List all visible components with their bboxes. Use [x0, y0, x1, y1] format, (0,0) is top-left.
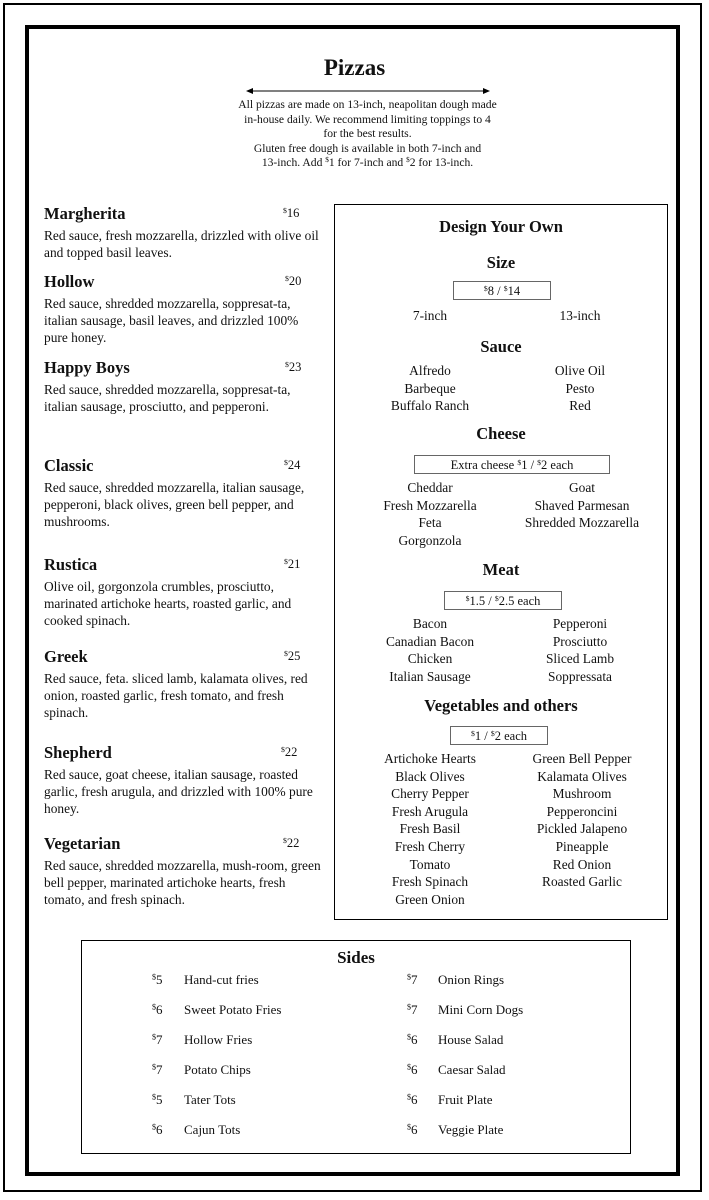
- option-item: Cheddar: [407, 480, 453, 495]
- option-item: Alfredo: [409, 363, 451, 378]
- sauce-options-left: [367, 362, 493, 415]
- sides-panel: [81, 940, 631, 1154]
- currency-symbol: $: [407, 1122, 412, 1132]
- option-item: Fresh Spinach: [391, 874, 469, 890]
- intro-text: [180, 98, 555, 171]
- pizza-name: Margherita: [44, 204, 126, 223]
- side-item-name: Tater Tots: [184, 1092, 236, 1107]
- option-item: 13-inch: [559, 308, 601, 323]
- price-value: 2: [494, 729, 501, 743]
- currency-symbol: $: [285, 273, 289, 283]
- option-item: Canadian Bacon: [385, 633, 475, 649]
- currency-symbol: $: [284, 457, 288, 467]
- option-item: Green Onion: [395, 891, 465, 907]
- pizza-name: Happy Boys: [44, 358, 130, 377]
- side-item-name: Mini Corn Dogs: [438, 1002, 524, 1017]
- currency-symbol: $: [483, 283, 488, 293]
- cheese-options-right: [507, 479, 657, 532]
- side-price: [152, 1092, 163, 1108]
- currency-symbol: $: [537, 457, 542, 467]
- option-item: Pepperoncini: [546, 803, 618, 819]
- intro-line: [180, 156, 555, 171]
- price-value: 7: [411, 972, 418, 987]
- price-value: 7: [411, 1002, 418, 1017]
- cheese-options-left: [365, 479, 495, 549]
- vegetables-options-left: [365, 750, 495, 908]
- option-item: Soppressata: [548, 668, 612, 684]
- pizza-description: Red sauce, fresh mozzarella, drizzled with olive oil and topped basil leaves.: [44, 228, 319, 260]
- side-price: [152, 1002, 163, 1018]
- option-item: Olive Oil: [554, 363, 606, 378]
- meat-heading: Meat: [482, 560, 520, 579]
- pizza-item: [44, 204, 324, 261]
- option-item: Artichoke Hearts: [384, 751, 476, 766]
- option-item: Barbeque: [404, 380, 456, 396]
- sauce-heading: Sauce: [480, 337, 522, 356]
- option-item: Goat: [568, 480, 596, 495]
- vegetables-heading: Vegetables and others: [424, 696, 578, 715]
- pizza-price: [283, 206, 299, 221]
- currency-symbol: $: [285, 359, 289, 369]
- option-item: Fresh Basil: [399, 821, 461, 837]
- currency-symbol: $: [503, 283, 508, 293]
- side-price: [152, 972, 163, 988]
- side-item-name: House Salad: [438, 1032, 504, 1047]
- vegetables-options-right: [507, 750, 657, 891]
- price-separator: /: [485, 594, 495, 608]
- price-value: 2.5: [498, 594, 515, 608]
- side-item-name: Cajun Tots: [184, 1122, 241, 1137]
- option-item: Red Onion: [552, 856, 612, 872]
- cheese-heading: Cheese: [476, 424, 526, 443]
- double-arrow-icon: [246, 88, 490, 94]
- pizza-name: Classic: [44, 456, 94, 475]
- side-item-name: Potato Chips: [184, 1062, 251, 1077]
- pizza-price: [285, 274, 301, 289]
- pizza-description: Red sauce, shredded mozzarella, soppresat-ta, italian sausage, prosciutto, and pepperoni.: [44, 382, 291, 414]
- pizza-description: Red sauce, shredded mozzarella, soppresat-ta, italian sausage, basil leaves, and drizzled 100% pure honey.: [44, 296, 299, 345]
- currency-symbol: $: [152, 972, 157, 982]
- side-item-name: Onion Rings: [438, 972, 505, 987]
- currency-symbol: $: [517, 457, 522, 467]
- price-label: each: [547, 458, 574, 472]
- side-price: [407, 1092, 418, 1108]
- currency-symbol: $: [406, 156, 410, 165]
- currency-symbol: $: [284, 648, 288, 658]
- price-value: 6: [156, 1122, 163, 1137]
- pizza-item: [44, 272, 324, 346]
- price-value: 23: [288, 360, 302, 374]
- price-value: 7: [156, 1032, 163, 1047]
- option-item: Chicken: [407, 651, 453, 667]
- side-item-name: Veggie Plate: [438, 1122, 504, 1137]
- page-title: Pizzas: [323, 55, 386, 80]
- pizza-description: Red sauce, shredded mozzarella, mush-room, green bell pepper, marinated artichoke hearts, fresh tomato, and fresh spinach.: [44, 858, 321, 907]
- price-value: 25: [287, 649, 301, 663]
- option-item: Roasted Garlic: [542, 874, 622, 890]
- price-value: 7: [156, 1062, 163, 1077]
- intro-line: All pizzas are made on 13-inch, neapolitan dough made: [238, 98, 497, 111]
- price-value: 24: [287, 458, 301, 472]
- option-item: Green Bell Pepper: [532, 751, 632, 766]
- side-price: [407, 1002, 418, 1018]
- price-value: 6: [156, 1002, 163, 1017]
- currency-symbol: $: [283, 205, 287, 215]
- option-item: Prosciutto: [552, 633, 608, 649]
- pizza-item: [44, 834, 324, 908]
- intro-line: for the best results.: [323, 127, 412, 140]
- sides-title: Sides: [337, 948, 375, 967]
- pizza-price: [281, 745, 297, 760]
- currency-symbol: $: [152, 1062, 157, 1072]
- price-value: 16: [286, 206, 300, 220]
- intro-text-segment: 13-inch. Add: [261, 156, 326, 169]
- side-item-name: Hand-cut fries: [184, 972, 259, 987]
- pizza-item: [44, 743, 324, 817]
- option-item: Gorgonzola: [398, 532, 462, 548]
- pizza-price: [284, 557, 300, 572]
- price-separator: /: [494, 284, 504, 298]
- currency-symbol: $: [152, 1002, 157, 1012]
- side-item-name: Hollow Fries: [184, 1032, 253, 1047]
- price-value: 21: [287, 557, 301, 571]
- currency-symbol: $: [465, 593, 470, 603]
- meat-options-right: [521, 615, 639, 685]
- price-value: 20: [288, 274, 302, 288]
- side-price: [407, 1122, 418, 1138]
- currency-symbol: $: [152, 1092, 157, 1102]
- currency-symbol: $: [407, 972, 412, 982]
- currency-symbol: $: [152, 1122, 157, 1132]
- pizza-name: Rustica: [44, 555, 98, 574]
- size-options-right: [521, 307, 639, 325]
- option-item: Shaved Parmesan: [534, 497, 630, 513]
- pizza-description: Red sauce, shredded mozzarella, italian sausage, pepperoni, black olives, green bell pepper, and mushrooms.: [44, 480, 305, 529]
- meat-price-box: [444, 591, 562, 610]
- option-item: Fresh Arugula: [391, 803, 469, 819]
- currency-symbol: $: [407, 1032, 412, 1042]
- side-price: [152, 1032, 163, 1048]
- option-item: Mushroom: [552, 786, 612, 802]
- pizza-description: Red sauce, feta. sliced lamb, kalamata olives, red onion, roasted garlic, fresh tomato, and fresh spinach.: [44, 671, 308, 720]
- option-item: Fresh Mozzarella: [383, 497, 477, 513]
- side-item-name: Caesar Salad: [438, 1062, 506, 1077]
- currency-symbol: $: [494, 593, 499, 603]
- pizza-item: [44, 358, 324, 415]
- price-value: 6: [411, 1122, 418, 1137]
- price-value: 2: [541, 458, 548, 472]
- currency-symbol: $: [284, 556, 288, 566]
- price-separator: /: [527, 458, 538, 472]
- option-item: Bacon: [412, 616, 448, 631]
- side-price: [152, 1122, 163, 1138]
- intro-line: in-house daily. We recommend limiting toppings to 4: [244, 112, 491, 126]
- meat-options-left: [365, 615, 495, 685]
- size-price-box: [453, 281, 551, 300]
- currency-symbol: $: [281, 744, 285, 754]
- pizza-description: Red sauce, goat cheese, italian sausage, roasted garlic, fresh arugula, and drizzled with 100% pure honey.: [44, 767, 313, 816]
- option-item: Italian Sausage: [389, 668, 471, 684]
- pizza-price: [284, 458, 300, 473]
- price-value: 6: [411, 1092, 418, 1107]
- price-value: 5: [156, 972, 163, 987]
- option-item: Tomato: [409, 856, 451, 872]
- option-item: Pesto: [565, 380, 595, 396]
- price-label: each: [500, 729, 527, 743]
- pizza-name: Vegetarian: [44, 834, 121, 853]
- intro-text-segment: 2 for 13-inch.: [409, 156, 474, 169]
- pizza-price: [283, 836, 299, 851]
- option-item: Kalamata Olives: [537, 768, 627, 784]
- size-heading: Size: [486, 253, 516, 272]
- option-item: Black Olives: [395, 768, 465, 784]
- currency-symbol: $: [470, 728, 475, 738]
- option-item: Cherry Pepper: [391, 786, 469, 802]
- price-value: 22: [284, 745, 298, 759]
- currency-symbol: $: [152, 1032, 157, 1042]
- vegetables-price-box: [450, 726, 548, 745]
- price-value: 1: [521, 458, 528, 472]
- pizza-price: [285, 360, 301, 375]
- currency-symbol: $: [407, 1092, 412, 1102]
- pizza-price: [284, 649, 300, 664]
- currency-symbol: $: [490, 728, 495, 738]
- option-item: Buffalo Ranch: [390, 398, 470, 414]
- pizza-name: Hollow: [44, 272, 95, 291]
- side-price: [407, 1032, 418, 1048]
- price-value: 5: [156, 1092, 163, 1107]
- option-item: Pickled Jalapeno: [536, 821, 628, 837]
- price-value: 22: [286, 836, 300, 850]
- pizza-item: [44, 647, 324, 721]
- option-item: Shredded Mozzarella: [524, 515, 640, 531]
- option-item: Pineapple: [555, 838, 609, 854]
- currency-symbol: $: [407, 1002, 412, 1012]
- price-value: 1: [474, 729, 482, 743]
- pizza-item: [44, 456, 324, 530]
- side-item-name: Sweet Potato Fries: [184, 1002, 282, 1017]
- price-value: 6: [411, 1032, 418, 1047]
- currency-symbol: $: [325, 156, 329, 165]
- side-price: [407, 1062, 418, 1078]
- pizza-item: [44, 555, 324, 629]
- side-item-name: Fruit Plate: [438, 1092, 493, 1107]
- intro-line: Gluten free dough is available in both 7-inch and: [253, 141, 482, 155]
- currency-symbol: $: [283, 835, 287, 845]
- pizza-name: Greek: [44, 647, 88, 666]
- option-item: Feta: [418, 515, 442, 531]
- price-label: each: [514, 594, 541, 608]
- design-your-own-title: Design Your Own: [439, 217, 563, 236]
- price-value: 14: [507, 284, 521, 298]
- price-separator: /: [481, 729, 491, 743]
- option-item: Pepperoni: [552, 616, 608, 631]
- design-your-own-panel: [334, 204, 668, 920]
- option-item: Red: [569, 398, 591, 414]
- size-options-left: [371, 307, 489, 325]
- cheese-price-box: [414, 455, 610, 474]
- currency-symbol: $: [407, 1062, 412, 1072]
- pizza-description: Olive oil, gorgonzola crumbles, prosciutto, marinated artichoke hearts, roasted garlic, and cooked spinach.: [44, 579, 292, 628]
- sauce-options-right: [521, 362, 639, 415]
- price-value: 1.5: [469, 594, 486, 608]
- price-label: Extra cheese: [450, 458, 518, 472]
- price-value: 8: [487, 284, 494, 298]
- option-item: Sliced Lamb: [545, 651, 615, 667]
- side-price: [407, 972, 418, 988]
- intro-text-segment: 1 for 7-inch and: [328, 156, 407, 169]
- side-price: [152, 1062, 163, 1078]
- price-value: 6: [411, 1062, 418, 1077]
- pizza-name: Shepherd: [44, 743, 112, 762]
- option-item: 7-inch: [412, 308, 448, 323]
- option-item: Fresh Cherry: [394, 838, 466, 854]
